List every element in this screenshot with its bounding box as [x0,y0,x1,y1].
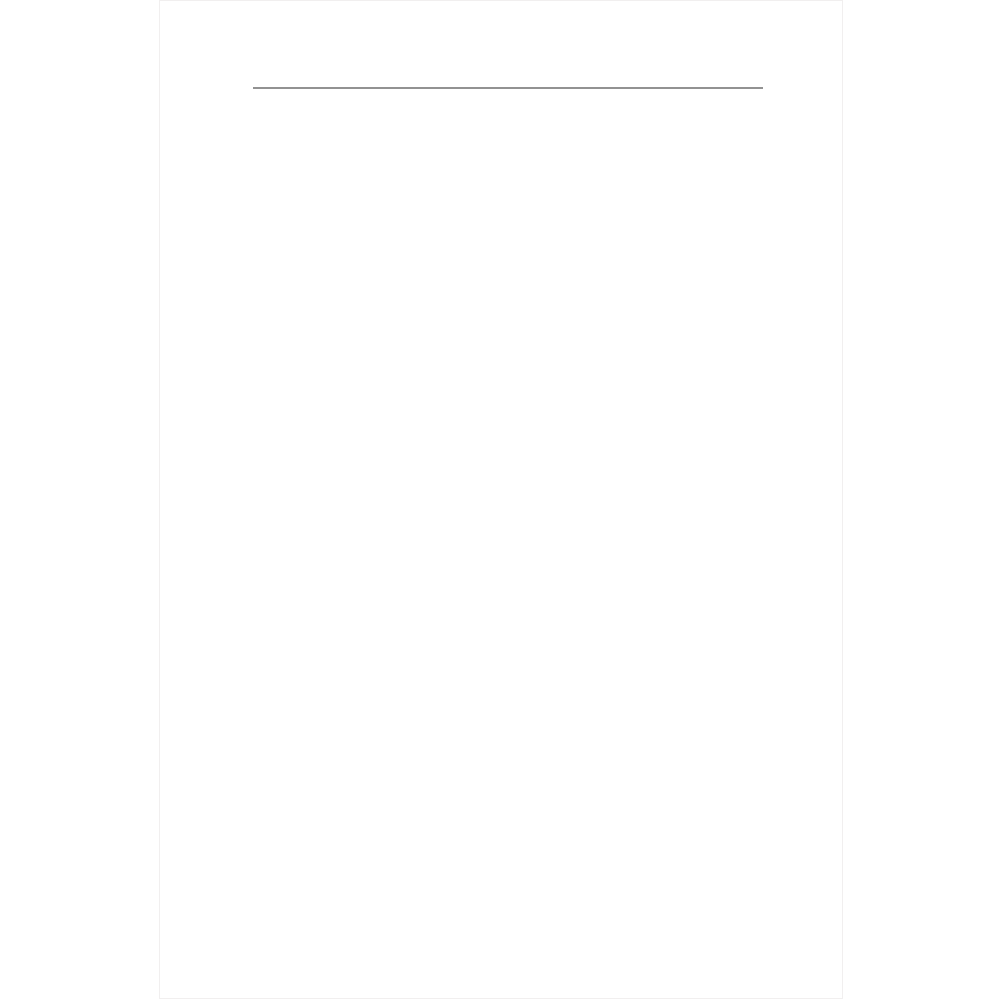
page-content [254,103,763,128]
header-rule [253,87,763,89]
book-page [159,0,843,999]
